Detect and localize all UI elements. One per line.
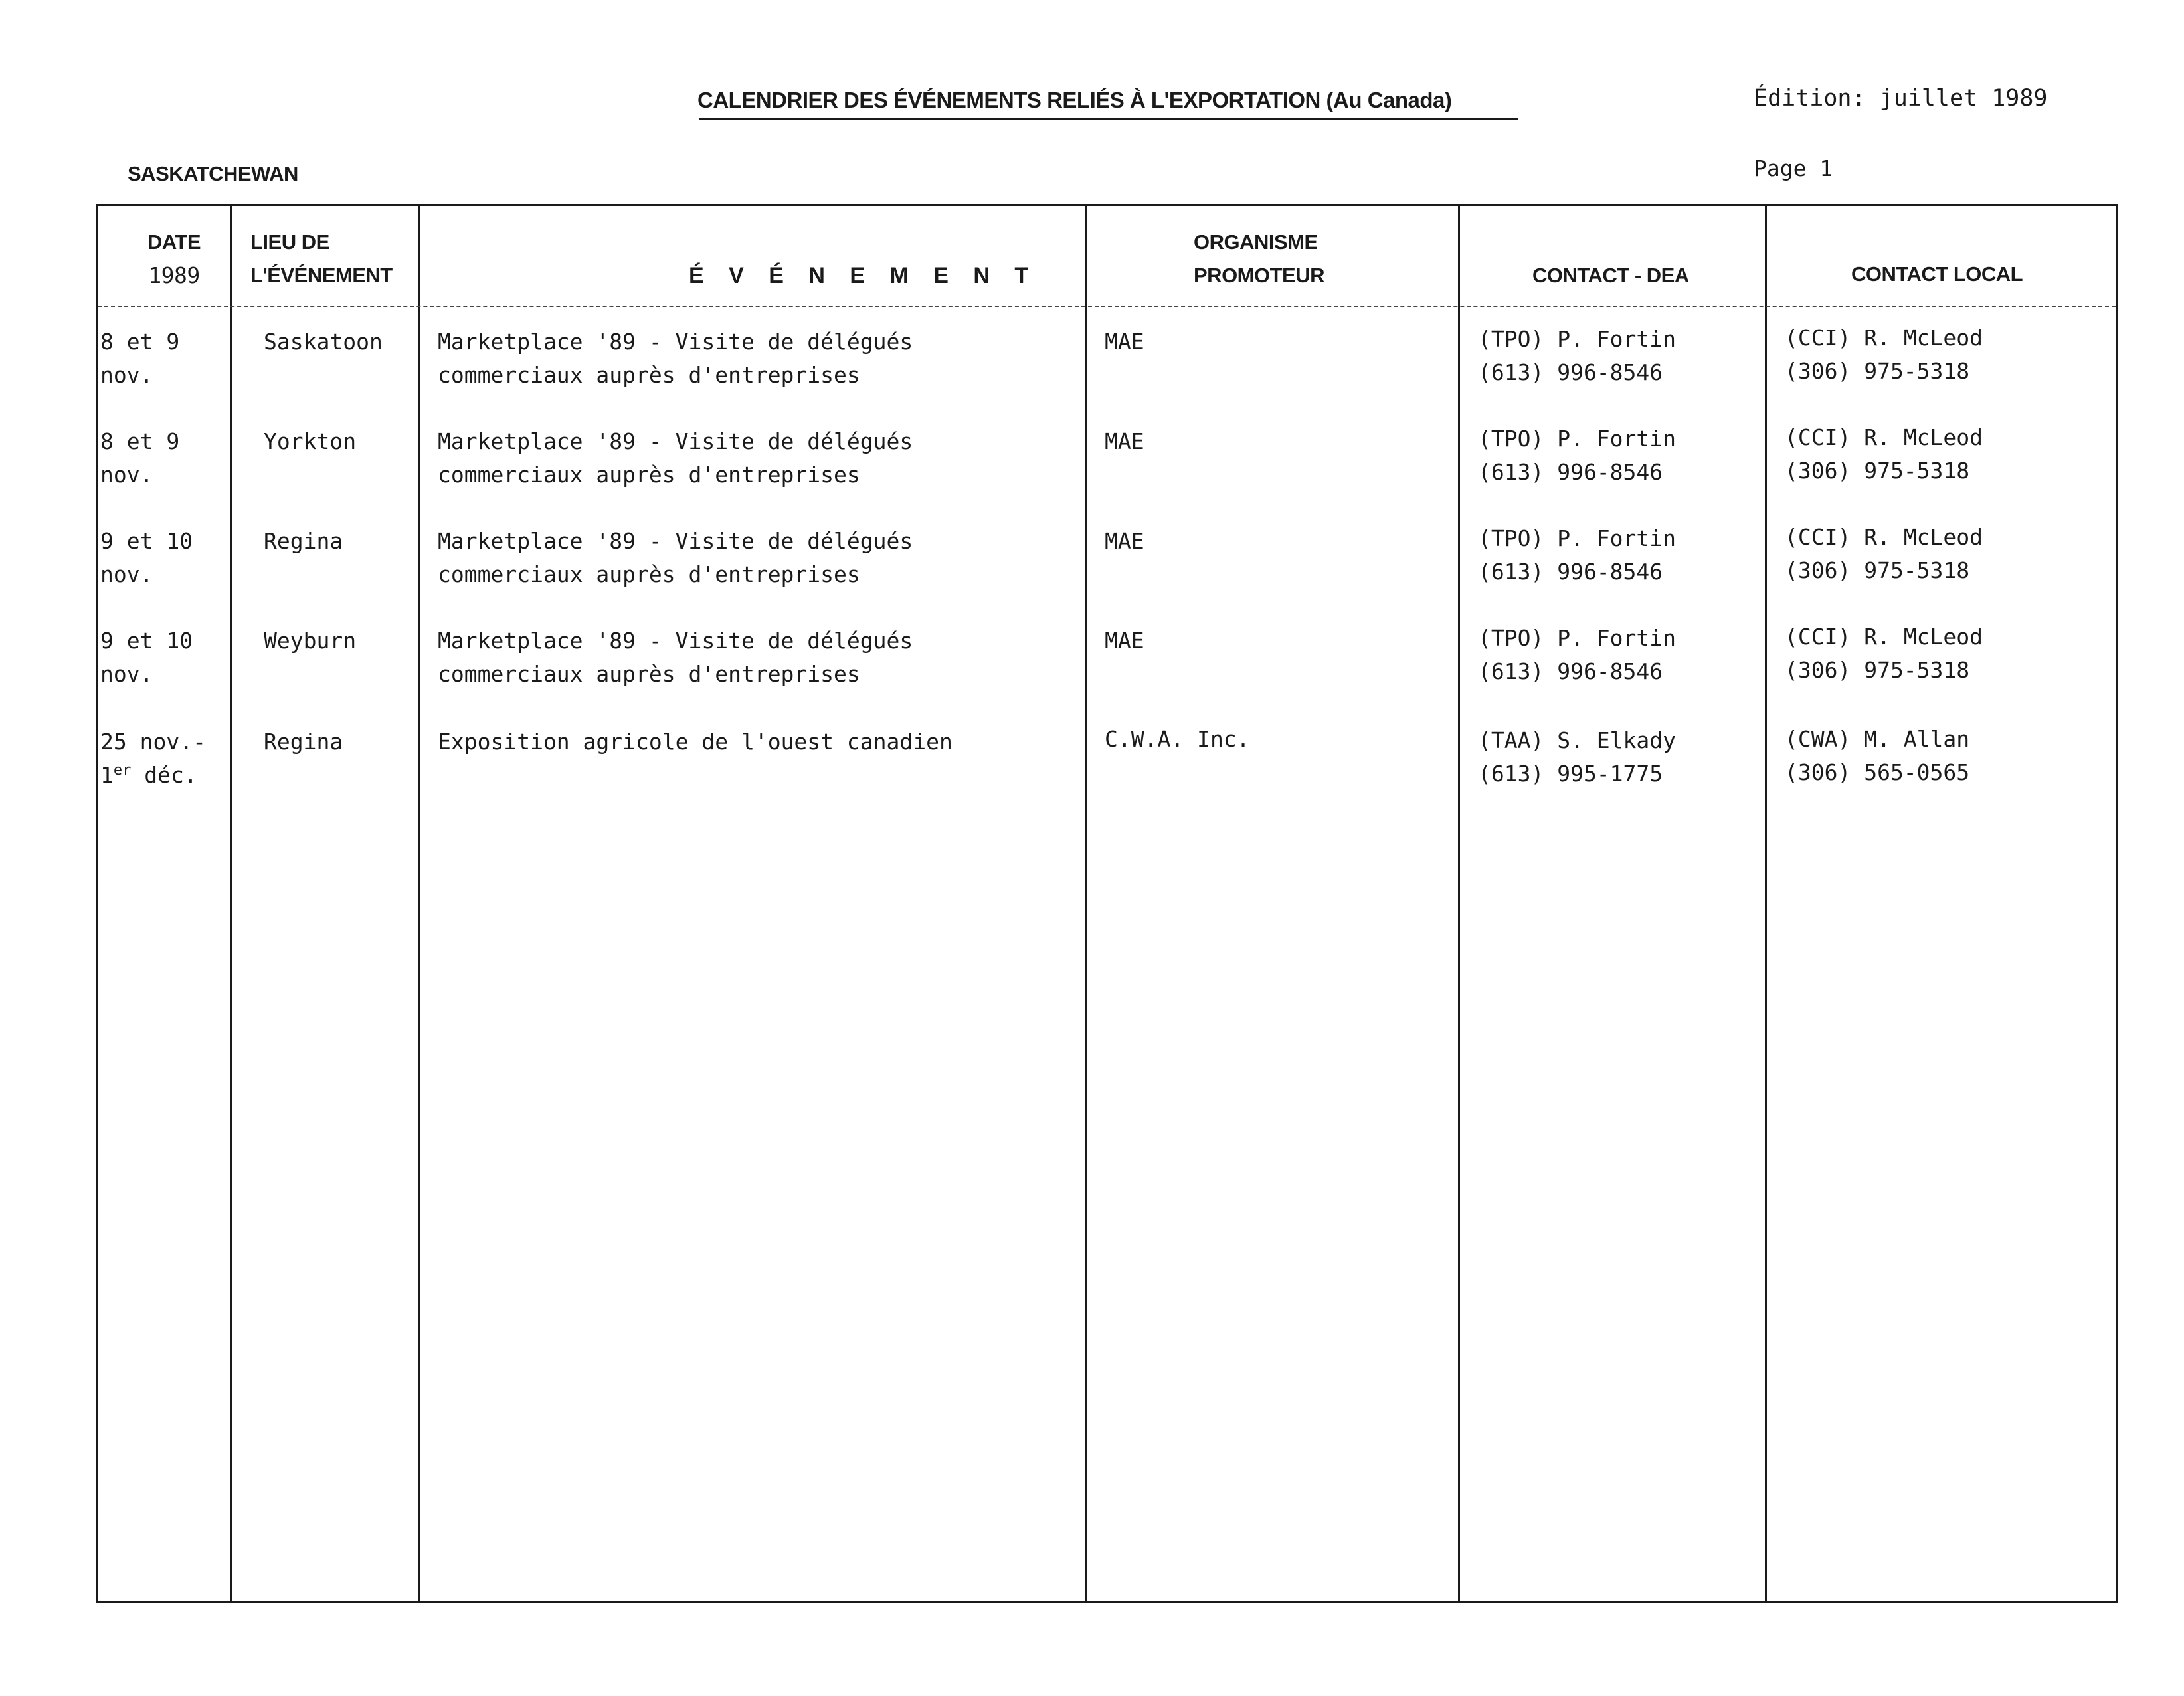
date-line: nov. [100,362,153,388]
header-contact-local: CONTACT LOCAL [1851,262,2023,286]
row-contact-local [1785,421,1983,488]
date-day: 1 [100,762,114,788]
row-event [438,425,913,492]
row-contact-dea [1478,622,1676,688]
header-organisme-line2: PROMOTEUR [1194,264,1324,287]
contact-line: (TPO) P. Fortin [1478,525,1677,551]
contact-line: (TPO) P. Fortin [1478,326,1677,352]
row-lieu: Saskatoon [264,329,383,355]
contact-line: (613) 996-8546 [1478,459,1663,485]
edition-date: Édition: juillet 1989 [1754,85,2048,112]
contact-line: (613) 995-1775 [1478,761,1663,787]
column-divider [1458,206,1460,1601]
row-date [100,725,206,792]
document-title: CALENDRIER DES ÉVÉNEMENTS RELIÉS À L'EXPORTATION (Au Canada) [697,88,1452,112]
row-event [438,525,913,591]
row-contact-local [1785,521,1983,587]
contact-line: (TPO) P. Fortin [1478,426,1677,452]
header-date-year: 1989 [148,262,200,288]
header-date [131,226,217,292]
header-date-label: DATE [147,231,201,254]
row-organisme: MAE [1105,428,1144,454]
row-lieu: Regina [264,729,343,755]
date-line: nov. [100,661,153,687]
contact-line: (CCI) R. McLeod [1785,325,1983,351]
contact-line: (306) 975-5318 [1785,458,1970,484]
event-line: Marketplace '89 - Visite de délégués [438,628,913,654]
event-line: Marketplace '89 - Visite de délégués [438,428,913,454]
header-divider [98,306,2116,307]
row-organisme: C.W.A. Inc. [1105,726,1250,752]
contact-line: (TAA) S. Elkady [1478,727,1677,753]
row-event [438,624,913,691]
contact-line: (613) 996-8546 [1478,359,1663,385]
header-contact-dea: CONTACT - DEA [1532,264,1689,287]
row-date [100,525,193,591]
contact-line: (613) 996-8546 [1478,559,1663,585]
row-contact-local [1785,322,1983,388]
date-line: 25 nov.- [100,729,206,755]
column-divider [1085,206,1087,1601]
date-line: nov. [100,561,153,587]
row-date [100,624,193,691]
page-number: Page 1 [1754,155,1833,181]
events-table [96,204,2118,1603]
row-lieu: Regina [264,528,343,554]
column-divider [418,206,420,1601]
row-contact-dea [1478,323,1676,389]
event-line: commerciaux auprès d'entreprises [438,661,860,687]
row-event [438,725,953,759]
row-date [100,425,179,492]
row-lieu: Weyburn [264,628,357,654]
title-underline [699,118,1518,120]
event-line: commerciaux auprès d'entreprises [438,462,860,488]
row-contact-dea [1478,522,1676,589]
contact-line: (CCI) R. McLeod [1785,424,1983,450]
row-event [438,326,913,392]
contact-line: (306) 975-5318 [1785,557,1970,583]
event-line: commerciaux auprès d'entreprises [438,362,860,388]
date-line [100,759,206,792]
row-contact-local [1785,723,1969,789]
row-contact-dea [1478,724,1676,791]
date-line: 9 et 10 [100,528,193,554]
date-month: déc. [131,762,197,788]
column-divider [1765,206,1767,1601]
event-line: Marketplace '89 - Visite de délégués [438,329,913,355]
row-contact-local [1785,620,1983,687]
header-organisme-line1: ORGANISME [1194,231,1318,254]
contact-line: (306) 975-5318 [1785,657,1970,683]
header-evenement: É V É N E M E N T [689,263,1038,288]
date-line: nov. [100,462,153,488]
header-lieu-line2: L'ÉVÉNEMENT [250,264,393,287]
contact-line: (CCI) R. McLeod [1785,524,1983,550]
region-name: SASKATCHEWAN [128,162,298,185]
date-line: 9 et 10 [100,628,193,654]
contact-line: (306) 565-0565 [1785,759,1970,785]
header-organisme [1194,226,1324,292]
row-organisme: MAE [1105,329,1144,355]
contact-line: (613) 996-8546 [1478,658,1663,684]
row-organisme: MAE [1105,528,1144,554]
contact-line: (CWA) M. Allan [1785,726,1970,752]
header-lieu [250,226,393,292]
date-line: 8 et 9 [100,329,180,355]
event-line: Marketplace '89 - Visite de délégués [438,528,913,554]
contact-line: (TPO) P. Fortin [1478,625,1677,651]
column-divider [230,206,232,1601]
row-lieu: Yorkton [264,428,357,454]
row-contact-dea [1478,423,1676,489]
row-organisme: MAE [1105,628,1144,654]
contact-line: (306) 975-5318 [1785,358,1970,384]
row-date [100,326,179,392]
date-ordinal: er [113,762,132,779]
event-line: commerciaux auprès d'entreprises [438,561,860,587]
contact-line: (CCI) R. McLeod [1785,624,1983,650]
event-line: Exposition agricole de l'ouest canadien [438,729,953,755]
header-lieu-line1: LIEU DE [250,231,329,254]
date-line: 8 et 9 [100,428,180,454]
